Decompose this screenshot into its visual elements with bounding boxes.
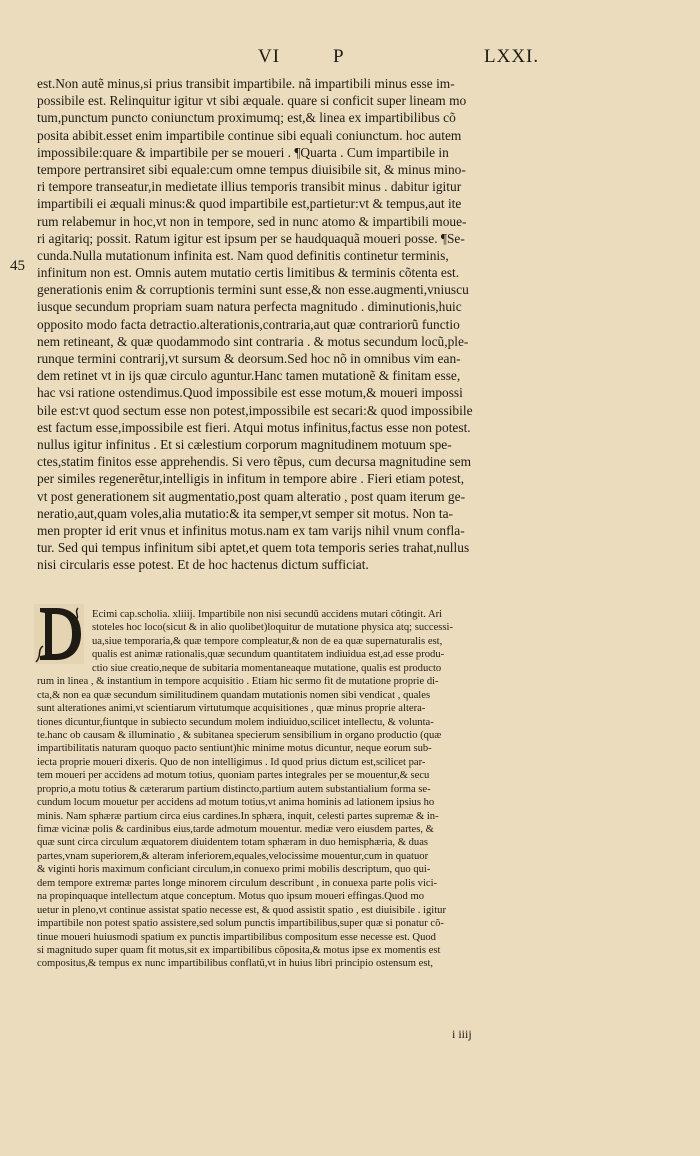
scholia-line: quæ sunt circa circulum æquatorem diuidentem totam sphæram in duo hemisphæria, & duas (37, 837, 429, 849)
scholia-line: iecta proprie moueri dixeris. Quo de non intelligimus . Id quod prius dictum est,scilicet par- (37, 756, 426, 768)
scholia-line: qualis est animæ rationalis,quæ secundum quantitatem indiuidua est,ad esse produ- (92, 649, 445, 661)
main-line: per similes regenerẽtur,intelligis in infitum in tempore abire . Fieri etiam potest, (37, 471, 465, 487)
main-line: neratio,aut,quam voles,alia mutatio:& ita semper,vt semper sit motus. Non ta- (37, 505, 453, 521)
running-header (0, 46, 700, 76)
scholia-line: na propinquaque intellectum atque conceptum. Motus quo ipsum moueri effingas.Quod mo (37, 891, 424, 903)
main-line: infinitum non est. Omnis autem mutatio certis limitibus & terminis cõtenta est. (37, 265, 460, 281)
scholia-line: Ecimi cap.scholia. xliiij. Impartibile non nisi secundũ accidens mutari cõtingit. Ari (92, 609, 443, 620)
main-line: dem retinet vt in ijs quæ circulo aguntur.Hanc tamen mutationẽ & finitam esse, (37, 368, 461, 384)
main-line: hac vsi ratione ostendimus.Quod impossibile est esse motum,& moueri impossi (37, 385, 463, 401)
main-line: impartibili ei æquali minus:& quod impartibile est,partietur:vt & tempus,aut ite (37, 196, 462, 212)
main-line: ctes,statim finitos esse apprehendis. Si vero tẽpus, cum decursa magnitudine sem (37, 454, 471, 470)
header-middle: P (333, 46, 345, 67)
scholia-line: & viginti horis maximum conficiant circulum,in conuexo primi mobilis descriptum, quo qui- (37, 864, 431, 876)
scholia-line: tinue moueri huiusmodi spatium ex punctis impartibilibus compositum esse necesse est. Quod (37, 931, 436, 943)
scholia-line: ctio siue creatio,neque de subitaria momentaneaque mutatione, qualis est producto (92, 662, 442, 674)
scholia-text-block (37, 608, 552, 971)
main-line: ri agitariq; possit. Ratum igitur est ipsum per se haudquaquã moueri posse. ¶Se- (37, 230, 465, 246)
scholia-line: impartibile non potest spatio assistere,sed solum punctis impartibilibus,super quæ si ponatur cõ- (37, 918, 444, 930)
scholia-line: proprio,a motu totius & cæterarum partium distincto,partium autem substantialium forma se- (37, 783, 431, 795)
main-line: nisi circularis esse potest. Et de hoc hactenus dictum sufficiat. (37, 557, 369, 573)
signature-mark: i iiij (452, 1027, 472, 1041)
scholia-line: minis. Nam sphæræ partium circa eius cardines.In sphæra, inquit, celesti partes supremæ & in- (37, 810, 439, 822)
scholia-line: stoteles hoc loco(sicut & in alio quolibet)loquitur de mutatione physica atq; successi- (92, 622, 453, 634)
main-line: rum relabemur in hoc,vt non in tempore, sed in nunc atomo & impartibili moue- (37, 213, 467, 229)
main-line: nem retineant, & quæ quodammodo sint contraria . & motus secundum locũ,ple- (37, 333, 469, 349)
main-line: tempore pertransiret sibi equale:cum omne tempus diuisibile sit, & minus mino- (37, 161, 466, 177)
scholia-line: compositus,& tempus ex nunc impartibilibus conflatũ,vt in huius libri principio ostensum est, (37, 958, 434, 970)
main-line: opposito modo facta detractio.alterationis,contraria,aut quæ contrariorũ functio (37, 316, 460, 332)
scholia-line: rum in linea , & instantium in tempore acquisitio . Etiam hic sermo fit de mutatione proprie di- (37, 676, 439, 688)
scholia-line: si magnitudo super quam fit motus,sit ex impartibilibus cõposita,& motus ipse ex momentis est (37, 944, 441, 956)
margin-number: 45 (10, 258, 25, 274)
main-line: nullus igitur infinitus . Et si cælestium corporum magnitudinem motuum spe- (37, 436, 452, 452)
scholia-line: ua,siue temporaria,& quæ tempore compleatur,& non de ea quæ supernaturalis est, (92, 635, 443, 647)
main-line: ri tempore transeatur,in medietate illius temporis transibit minus . dabitur igitur (37, 179, 462, 195)
scholia-line: te.hanc ob causam & illuminatio , & subitanea specierum sensibilium in organo productio (quæ (37, 729, 442, 741)
scholia-line: tem moueri per accidens ad motum totius, quoniam partes integrales per se mouentur,& secu (37, 770, 430, 782)
scholia-line: partes,vnam superiorem,& alteram inferiorem,equales,velocissime mouentur,cum in quatuor (37, 850, 429, 862)
main-line: iusque secundum propriam suam natura perfecta magnitudo . diminutionis,huic (37, 299, 462, 315)
scholia-line: sunt alterationes animi,vt scientiarum virtutumque acquisitiones , quæ minus proprie altera- (37, 703, 426, 715)
scholia-line: cta,& non ea quæ secundum similitudinem quandam mutationis nomen sibi vendicat , quales (37, 689, 431, 701)
main-text-block (37, 75, 557, 573)
main-line: generationis enim & corruptionis termini sunt esse,& non esse.augmenti,vniuscu (37, 282, 469, 298)
scholia-line: fimæ vicinæ polis & cardinibus eius,tarde admotum mouentur. mediæ vero eiusdem partes, & (37, 824, 434, 835)
main-line: est factum esse,impossibile est fieri. Atqui motus infinitus,factus esse non potest. (37, 419, 471, 435)
main-line: tur. Sed qui tempus infinitum sibi aptet,et quem tota temporis series trahat,nullus (37, 540, 470, 556)
header-left: VI (258, 46, 281, 67)
main-line: impossibile:quare & impartibile per se moueri . ¶Quarta . Cum impartibile in (37, 144, 449, 160)
main-line: posita abibit.esset enim impartibile continue sibi equali coniunctum. hoc autem (37, 127, 462, 143)
scholia-line: impartibilitatis naturam quoquo pacto sentiunt)hic minime motus dicuntur, neque eorum sub- (37, 743, 432, 755)
scholia-line: uetur in pleno,vt continue assistat spatio necesse est, & quod assistit spatio , est diuisibile . igitur (37, 904, 446, 916)
main-line: cunda.Nulla mutationum infinita est. Nam quod definitis continetur terminis, (37, 247, 449, 263)
scholia-line: dem tempore extremæ partes longe minorem circulum describunt , in conuexa parte polis vici- (37, 877, 438, 889)
main-line: bile est:vt quod sectum esse non potest,impossibile est secari:& quod impossibile (37, 402, 473, 418)
main-line: runque termini contrarij,vt sursum & deorsum.Sed hoc nõ in omnibus vim ean- (37, 351, 461, 366)
main-line: est.Non autẽ minus,si prius transibit impartibile. nã impartibili minus esse im- (37, 76, 455, 91)
main-line: tum,punctum puncto coniunctum proximumq; est,& linea ex impartibilibus cõ (37, 110, 456, 126)
scholia-line: tiones dicuntur,fiuntque in subiecto secundum molem indiuiduo,scilicet intellectu, & volunta- (37, 716, 434, 728)
scholia-line: cundum locum mouetur per accidens ad motum totius,vt anima hominis ad lationem ipsius ho (37, 797, 435, 809)
main-line: possibile est. Relinquitur igitur vt sibi æquale. quare si conficit super lineam mo (37, 93, 467, 109)
main-line: men propter id erit vnus et infinitus motus.nam ex tam varijs nihil vnum confla- (37, 522, 465, 538)
header-folio: LXXI. (484, 46, 540, 67)
main-line: vt post generationem sit augmentatio,post quam alteratio , post quam iterum ge- (37, 488, 466, 504)
